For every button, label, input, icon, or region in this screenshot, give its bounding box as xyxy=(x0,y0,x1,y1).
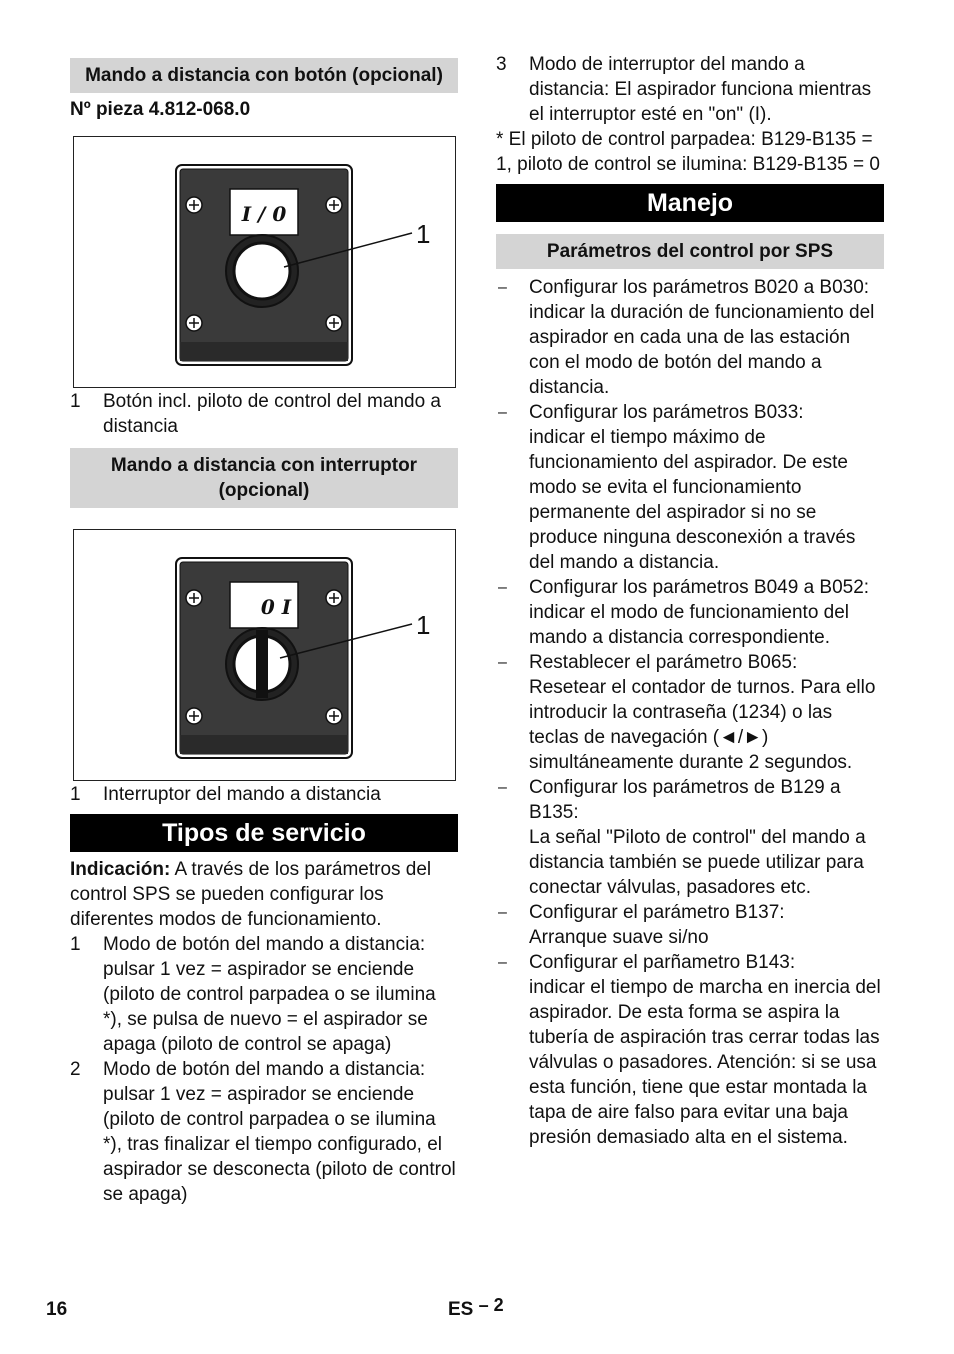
list-item xyxy=(496,400,884,575)
section-title-switch-remote: Mando a distancia con interruptor (opcional) xyxy=(70,448,458,508)
param-detail: indicar la duración de funcionamiento del aspirador en cada una de las estación con el modo de botón del mando a distancia. xyxy=(529,302,875,398)
param-heading: Configurar los parámetros de B129 a B135: xyxy=(529,777,841,823)
caption-number: 1 xyxy=(70,391,81,412)
language-code: ES xyxy=(448,1299,474,1320)
param-heading: Configurar el parñametro B143: xyxy=(529,952,796,973)
item-number: 3 xyxy=(496,54,507,75)
right-column xyxy=(496,52,884,1150)
list-item xyxy=(496,900,884,950)
param-heading: Configurar los parámetros B020 a B030: xyxy=(529,277,870,298)
switch-label-text: 0 I xyxy=(260,595,292,619)
note-text: A través de los parámetros del control SPS se pueden configurar los diferentes modos de funcionamiento. xyxy=(70,859,432,930)
dash-bullet: – xyxy=(498,904,507,921)
caption-number: 1 xyxy=(70,784,81,805)
caption-text: Botón incl. piloto de control del mando a distancia xyxy=(103,391,441,437)
dash-bullet: – xyxy=(498,779,507,796)
switch-remote-illustration xyxy=(74,530,455,780)
page-number: 16 xyxy=(46,1299,68,1320)
dash-bullet: – xyxy=(498,279,507,296)
list-item xyxy=(70,932,458,1057)
list-item xyxy=(496,950,884,1150)
section-title-button-remote: Mando a distancia con botón (opcional) xyxy=(70,58,458,93)
param-detail: indicar el tiempo máximo de funcionamiento del aspirador. De este modo se evita el funcionamiento permanente del aspirador si no se produce ninguna desconexión a través del mando a distancia. xyxy=(529,427,856,573)
param-detail: indicar el tiempo de marcha en inercia del aspirador. De esta forma se aspira la tubería de aspiración tras cerrar todas las válvulas o pasadores. Atención: si se usa esta función, tiene que estar montada la tapa de aire falso para evitar una baja presión demasiado alta en el sistema. xyxy=(529,977,881,1148)
list-item xyxy=(496,275,884,400)
param-heading: Restablecer el parámetro B065: xyxy=(529,652,798,673)
item-text: Modo de botón del mando a distancia: pulsar 1 vez = aspirador se enciende (piloto de control parpadea o se ilumina *), se pulsa de nuevo = el aspirador se apaga (piloto de control se apaga) xyxy=(103,934,436,1055)
list-item xyxy=(496,775,884,900)
dash-bullet: – xyxy=(498,954,507,971)
params-list xyxy=(496,275,884,1150)
param-detail: indicar el modo de funcionamiento del mando a distancia correspondiente. xyxy=(529,602,850,648)
section-title-operation: Manejo xyxy=(496,184,884,222)
subsection-title-sps-params: Parámetros del control por SPS xyxy=(496,234,884,269)
param-heading: Configurar el parámetro B137: xyxy=(529,902,785,923)
item-text: Modo de interruptor del mando a distancia: El aspirador funciona mientras el interruptor esté en "on" (I). xyxy=(529,54,872,125)
list-item xyxy=(496,650,884,775)
param-detail: Resetear el contador de turnos. Para ello introducir la contraseña (1234) o las teclas de navegación (◄/►) simultáneamente durante 2 segundos. xyxy=(529,677,876,773)
figure-switch-remote xyxy=(73,529,456,781)
param-detail: La señal "Piloto de control" del mando a distancia también se puede utilizar para conectar válvulas, pasadores etc. xyxy=(529,827,866,898)
figure-caption xyxy=(70,782,458,807)
part-number: Nº pieza 4.812-068.0 xyxy=(70,99,251,120)
footnote: * El piloto de control parpadea: B129-B135 = 1, piloto de control se ilumina: B129-B135 = 0 xyxy=(496,129,880,175)
dash-bullet: – xyxy=(498,654,507,671)
left-column xyxy=(70,58,458,1207)
figure-button-remote xyxy=(73,136,456,388)
param-detail: Arranque suave si/no xyxy=(529,927,709,948)
section-title-service-types: Tipos de servicio xyxy=(70,814,458,852)
button-remote-illustration xyxy=(74,137,455,387)
callout-number: 1 xyxy=(416,219,431,249)
note-label: Indicación: xyxy=(70,859,171,880)
figure-caption xyxy=(70,389,458,439)
switch-label-text: I / 0 xyxy=(241,202,287,226)
list-item xyxy=(70,1057,458,1207)
item-number: 2 xyxy=(70,1059,81,1080)
item-text: Modo de botón del mando a distancia: pulsar 1 vez = aspirador se enciende (piloto de control parpadea o se ilumina *), tras finalizar el tiempo configurado, el aspirador se desconecta (piloto de control se apaga) xyxy=(103,1059,456,1205)
param-heading: Configurar los parámetros B033: xyxy=(529,402,804,423)
callout-number: 1 xyxy=(416,610,431,640)
caption-text: Interruptor del mando a distancia xyxy=(103,784,381,805)
param-heading: Configurar los parámetros B049 a B052: xyxy=(529,577,870,598)
page-language-marker xyxy=(448,1297,504,1322)
list-item xyxy=(496,52,884,127)
dash-bullet: – xyxy=(498,579,507,596)
list-item xyxy=(496,575,884,650)
item-number: 1 xyxy=(70,934,81,955)
sub-page-number: – 2 xyxy=(478,1295,504,1315)
dash-bullet: – xyxy=(498,404,507,421)
note-paragraph xyxy=(70,857,458,932)
